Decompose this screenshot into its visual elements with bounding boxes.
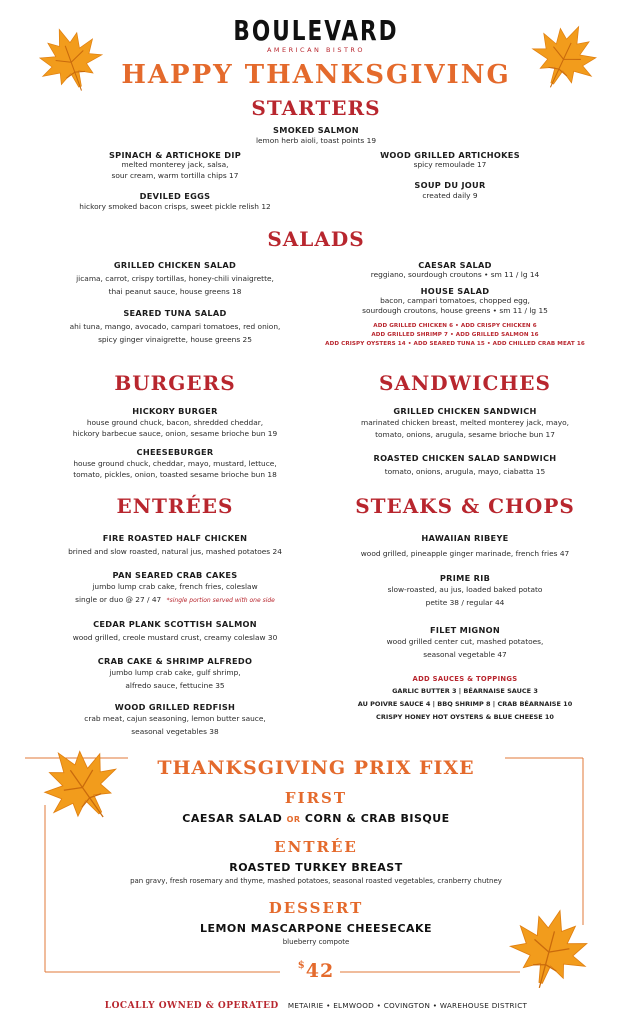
item-name: ROASTED CHICKEN SALAD SANDWICH [373,453,557,463]
item-desc: spicy remoulade 17 [413,160,487,169]
item-desc: lemon herb aioli, toast points 19 [255,136,377,145]
item-desc: seasonal vegetable 47 [423,649,507,659]
sandwich-grilled-chicken [315,406,615,441]
sandwich-roasted-chicken [315,453,615,479]
entrees-heading: ENTRÉES [116,494,234,518]
prix-price [276,960,356,982]
item-name: CAESAR SALAD [418,260,492,270]
item-desc: wood grilled, pineapple ginger marinade, french fries 47 [360,549,570,558]
prix-dessert-heading: DESSERT [268,899,364,917]
starter-soup [345,180,555,202]
brand-name: BOULEVARD [233,14,399,48]
sauce-line: CRISPY HONEY HOT OYSTERS & BLUE CHEESE 10 [376,713,554,721]
salad-grilled-chicken [35,260,315,298]
entree-half-chicken [30,533,320,559]
item-name: SMOKED SALMON [273,125,359,135]
prix-dessert-desc: blueberry compote [282,938,350,946]
item-desc: seasonal vegetables 38 [131,726,219,736]
prix-entree-name: ROASTED TURKEY BREAST [229,861,403,874]
entree-redfish [30,702,320,738]
sandwiches-heading: SANDWICHES [379,371,551,395]
item-desc: ahi tuna, mango, avocado, campari tomatoes, red onion, [69,322,281,331]
item-desc: slow-roasted, au jus, loaded baked potato [387,585,543,594]
item-name: WOOD GRILLED ARTICHOKES [380,150,520,160]
item-desc: created daily 9 [422,191,478,200]
steaks-heading: STEAKS & CHOPS [355,494,575,518]
item-desc [30,594,320,608]
addon-line: ADD CRISPY OYSTERS 14 • ADD SEARED TUNA 15 • ADD CHILLED CRAB MEAT 16 [325,341,585,347]
item-desc: melted monterey jack, salsa, [121,160,229,169]
item-desc: spicy ginger vinaigrette, house greens 25 [98,334,252,344]
item-name: HICKORY BURGER [132,406,218,416]
prix-dessert-name: LEMON MASCARPONE CHEESECAKE [199,922,433,935]
prix-entree-desc: pan gravy, fresh rosemary and thyme, mashed potatoes, seasonal roasted vegetables, cranberry chutney [130,877,502,885]
steak-prime-rib [315,573,615,609]
main-title: HAPPY THANKSGIVING [121,60,511,90]
item-desc: house ground chuck, bacon, shredded cheddar, [86,418,264,427]
item-desc: wood grilled, creole mustard crust, creamy coleslaw 30 [72,633,278,642]
salad-house [320,286,590,315]
sauce-line: AU POIVRE SAUCE 4 | BBQ SHRIMP 8 | CRAB BÉARNAISE 10 [357,700,573,708]
item-name: CEDAR PLANK SCOTTISH SALMON [93,619,257,629]
crab-note: *single portion served with one side [166,596,275,604]
prix-first-heading: FIRST [284,789,348,807]
burger-hickory [30,406,320,439]
sauce-line: GARLIC BUTTER 3 | BÉARNAISE SAUCE 3 [392,687,538,695]
footer-locations: METAIRIE • ELMWOOD • COVINGTON • WAREHOUSE DISTRICT [287,1001,528,1010]
item-desc: marinated chicken breast, melted monterey jack, mayo, [361,418,569,427]
starter-smoked-salmon [216,125,416,148]
item-desc: alfredo sauce, fettucine 35 [125,680,225,690]
prix-first-option-a: CAESAR SALAD [182,812,283,825]
item-desc: tomato, pickles, onion, toasted sesame brioche bun 18 [73,470,277,479]
crab-price: single or duo @ 27 / 47 [75,594,162,604]
item-desc: tomato, onions, arugula, sesame brioche bun 17 [375,430,555,439]
entree-crab-cakes [30,570,320,607]
item-desc: thai peanut sauce, house greens 18 [108,286,242,296]
item-name: HAWAIIAN RIBEYE [421,533,509,543]
item-desc: jumbo lump crab cake, gulf shrimp, [109,668,241,677]
item-name: PRIME RIB [439,573,491,583]
steak-sauces [315,673,615,724]
item-desc: brined and slow roasted, natural jus, mashed potatoes 24 [68,547,282,556]
item-desc: crab meat, cajun seasoning, lemon butter sauce, [84,714,266,723]
maple-leaf-bottom-right-icon [505,905,595,991]
footer [0,993,632,1012]
item-desc: tomato, onions, arugula, mayo, ciabatta 15 [384,467,546,476]
item-name: FILET MIGNON [429,625,501,635]
brand-subtitle: AMERICAN BISTRO [266,46,366,54]
item-name: HOUSE SALAD [420,286,490,296]
item-desc: jumbo lump crab cake, french fries, coleslaw [92,582,258,591]
salads-heading: SALADS [267,227,365,251]
item-name: PAN SEARED CRAB CAKES [112,570,238,580]
starter-spinach-dip [60,150,290,182]
salad-seared-tuna [35,308,315,346]
item-desc: bacon, campari tomatoes, chopped egg, [380,296,530,305]
item-name: DEVILED EGGS [139,191,211,201]
item-name: CHEESEBURGER [136,447,214,457]
prix-or: OR [286,815,301,824]
burgers-heading: BURGERS [114,371,236,395]
starter-deviled-eggs [45,191,305,214]
salad-caesar [320,260,590,280]
addon-line: ADD GRILLED CHICKEN 6 • ADD CRISPY CHICKEN 6 [373,323,537,329]
starters-heading: STARTERS [251,96,381,120]
item-desc: sourdough croutons, house greens • sm 11 / lg 15 [362,305,548,315]
prix-entree-heading: ENTRÉE [274,838,358,856]
item-desc: hickory barbecue sauce, onion, sesame brioche bun 19 [72,429,278,438]
starter-artichokes [345,150,555,170]
item-name: FIRE ROASTED HALF CHICKEN [102,533,248,543]
burger-cheese [30,447,320,480]
steak-filet [315,625,615,661]
item-name: SPINACH & ARTICHOKE DIP [108,150,242,160]
item-desc: sour cream, warm tortilla chips 17 [111,171,239,180]
sauces-title: ADD SAUCES & TOPPINGS [412,675,518,683]
addon-line: ADD GRILLED SHRIMP 7 • ADD GRILLED SALMON 16 [371,332,539,338]
brand-logo [0,14,632,54]
prix-first-items [0,812,632,825]
item-desc: wood grilled center cut, mashed potatoes, [386,637,544,646]
footer-owned: LOCALLY OWNED & OPERATED [104,1001,279,1011]
steak-ribeye [315,533,615,561]
salad-addons [305,322,605,349]
price-symbol: $ [297,960,306,971]
entree-salmon [30,619,320,645]
entree-alfredo [30,656,320,692]
price-value: 42 [305,960,335,982]
item-name: CRAB CAKE & SHRIMP ALFREDO [97,656,253,666]
item-desc: house ground chuck, cheddar, mayo, mustard, lettuce, [73,459,277,468]
item-desc: hickory smoked bacon crisps, sweet pickle relish 12 [79,202,271,211]
prix-fixe-title: THANKSGIVING PRIX FIXE [157,757,475,779]
item-name: GRILLED CHICKEN SANDWICH [393,406,537,416]
item-name: WOOD GRILLED REDFISH [114,702,236,712]
item-name: SOUP DU JOUR [414,180,486,190]
prix-first-option-b: CORN & CRAB BISQUE [304,812,450,825]
item-name: GRILLED CHICKEN SALAD [113,260,237,270]
item-desc: petite 38 / regular 44 [425,597,505,607]
item-desc: jicama, carrot, crispy tortillas, honey-chili vinaigrette, [76,274,274,283]
item-desc: reggiano, sourdough croutons • sm 11 / lg 14 [370,270,540,279]
item-name: SEARED TUNA SALAD [123,308,227,318]
